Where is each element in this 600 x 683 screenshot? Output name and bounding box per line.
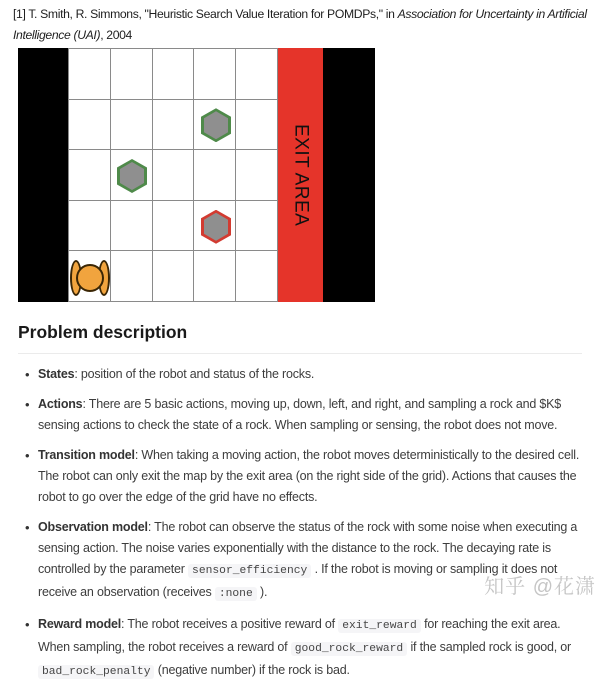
- grid-cell: [236, 251, 277, 301]
- list-item: [38, 364, 588, 385]
- grid-cell: [194, 150, 235, 200]
- bullet-text: : The robot receives a positive reward of: [121, 617, 339, 631]
- right-black-bar: [323, 48, 375, 302]
- section-title: Problem description: [18, 322, 188, 342]
- list-item: [38, 394, 588, 436]
- grid-cell: [111, 49, 152, 99]
- grid-cell: [236, 49, 277, 99]
- robot-icon: [70, 259, 110, 297]
- grid-cell: [111, 201, 152, 251]
- citation-text: [1] T. Smith, R. Simmons, "Heuristic Search Value Iteration for POMDPs," in: [13, 7, 398, 21]
- bullet-text: : When taking a moving action, the robot moves deterministically to the desired cell. The robot can only exit the map by the exit area (on the right side of the grid). Actions that causes the robot to go over the edge of the grid have no effects.: [38, 448, 580, 504]
- bullet-text: :none: [215, 587, 257, 601]
- grid-cell: [153, 201, 194, 251]
- citation-text: , 2004: [100, 27, 132, 42]
- bullet-text: bad_rock_penalty: [38, 665, 154, 679]
- exit-area-label: EXIT AREA: [290, 123, 312, 227]
- bullet-text: . If the robot is moving or sampling it does not receive an observation (receives: [38, 562, 558, 599]
- grid-cell: [194, 49, 235, 99]
- grid-cell: [153, 251, 194, 301]
- bullet-text: (negative number) if the rock is bad.: [154, 663, 350, 677]
- grid: [68, 48, 278, 302]
- citation-text: Association for Uncertainty in Artificial Intelligence (UAI): [13, 7, 587, 42]
- bullet-text: : position of the robot and status of the rocks.: [74, 367, 315, 381]
- list-item: [38, 517, 588, 605]
- bullet-term: States: [38, 367, 75, 381]
- bullet-text: for reaching the exit area. When sampling, the robot receives a reward of: [38, 617, 561, 654]
- section-divider: [18, 353, 582, 354]
- bullet-text: ).: [256, 585, 268, 599]
- grid-cell: [111, 100, 152, 150]
- bullet-text: exit_reward: [338, 619, 421, 633]
- list-item: [38, 445, 588, 508]
- grid-cell: [153, 150, 194, 200]
- grid-cell: [153, 100, 194, 150]
- grid-cell: [69, 201, 110, 251]
- grid-cell: [194, 251, 235, 301]
- watermark: 知乎 @花潇: [484, 576, 596, 598]
- robot-body: [76, 264, 104, 292]
- rock-fill: [204, 111, 228, 139]
- bullet-text: sensor_efficiency: [188, 564, 311, 578]
- rock-fill: [120, 162, 144, 190]
- grid-cell: [111, 251, 152, 301]
- grid-cell: [69, 100, 110, 150]
- bullet-term: Transition model: [38, 448, 135, 462]
- grid-cell: [236, 201, 277, 251]
- grid-cell: [236, 100, 277, 150]
- grid-cell: [153, 49, 194, 99]
- bullet-text: if the sampled rock is good, or: [407, 640, 572, 654]
- bullet-term: Observation model: [38, 520, 148, 534]
- exit-area: [278, 48, 323, 302]
- grid-cell: [236, 150, 277, 200]
- bullet-term: Reward model: [38, 617, 122, 631]
- bullet-term: Actions: [38, 397, 83, 411]
- list-item: [38, 614, 588, 683]
- citation: [13, 4, 591, 45]
- grid-cell: [69, 150, 110, 200]
- bullet-text: : There are 5 basic actions, moving up, down, left, and right, and sampling a rock and $K$ sensing actions to check the state of a rock. When sampling or sensing, the robot does not move.: [38, 397, 562, 432]
- bullet-text: : The robot can observe the status of the rock with some noise when executing a sensing action. The noise varies exponentially with the distance to the rock. The decaying rate is controlled by the parameter: [38, 520, 578, 576]
- rock-fill: [204, 213, 228, 241]
- grid-cell: [69, 49, 110, 99]
- bullet-list: [0, 364, 600, 683]
- bullet-text: good_rock_reward: [291, 642, 407, 656]
- rocksample-figure: [18, 48, 375, 302]
- left-black-bar: [18, 48, 68, 302]
